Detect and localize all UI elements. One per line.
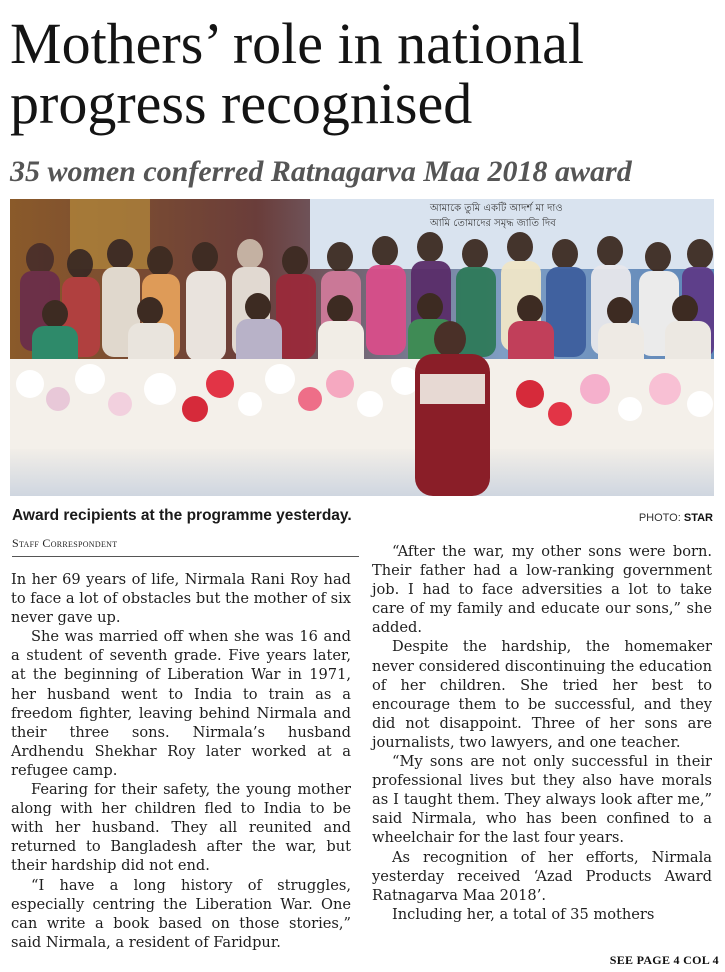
paragraph: As recognition of her efforts, Nirmala yesterday received ‘Azad Products Award Ratnagarva Maa 2018’. (372, 848, 712, 904)
photo-credit (639, 512, 713, 524)
headline-line-2: progress recognised (10, 71, 473, 136)
continuation-note: SEE PAGE 4 COL 4 (609, 953, 719, 967)
photo-caption: Award recipients at the programme yesterday. (12, 507, 352, 524)
subheadline: 35 women conferred Ratnagarva Maa 2018 award (10, 155, 632, 188)
paragraph: Including her, a total of 35 mothers (392, 905, 655, 923)
banner-text-line-1: আমাকে তুমি একটি আদর্শ মা দাও (430, 203, 563, 214)
paragraph: “My sons are not only successful in their professional lives but they also have morals as I taught them. They always look after me,” said Nirmala, who has been confined to a wheelchair for the last four years. (372, 753, 712, 847)
banner-text-line-2: আমি তোমাদের সমৃদ্ধ জাতি দিব (430, 218, 556, 229)
photo-credit-source: STAR (683, 512, 713, 524)
photo-credit-label: PHOTO: (638, 512, 681, 524)
paragraph: “I have a long history of struggles, especially centring the Liberation War. One can write a book based on those stories,” said Nirmala, a resident of Faridpur. (11, 876, 351, 951)
paragraph: Despite the hardship, the homemaker never considered discontinuing the education of her children. She tried her best to encourage them to be successful, and they did not disappoint. Three of her sons are journalists, two lawyers, and one teacher. (372, 638, 712, 751)
paragraph: She was married off when she was 16 and a student of seventh grade. Five years later, at the beginning of Liberation War in 1971, her husband went to India to train as a freedom fighter, leaving behind Nirmala and their three sons. Nirmala’s husband Ardhendu Shekhar Roy later worked at a refugee camp. (11, 628, 351, 779)
article-column-1 (11, 570, 351, 952)
byline-divider (12, 556, 359, 557)
paragraph: Fearing for their safety, the young mother along with her children fled to India to be with her husband. They all reunited and returned to Bangladesh after the war, but their hardship did not end. (11, 781, 351, 875)
headline (10, 11, 722, 136)
paragraph: In her 69 years of life, Nirmala Rani Roy had to face a lot of obstacles but the mother of six never gave up. (11, 571, 351, 627)
paragraph: “After the war, my other sons were born. Their father had a low-ranking government job. I had to face adversities a lot to take care of my family and educate our sons,” she added. (372, 543, 712, 637)
headline-line-1: Mothers’ role in national (10, 11, 584, 76)
byline: Staff Correspondent (12, 536, 118, 550)
article-column-2 (372, 542, 712, 924)
award-ceremony-photo (10, 199, 714, 496)
